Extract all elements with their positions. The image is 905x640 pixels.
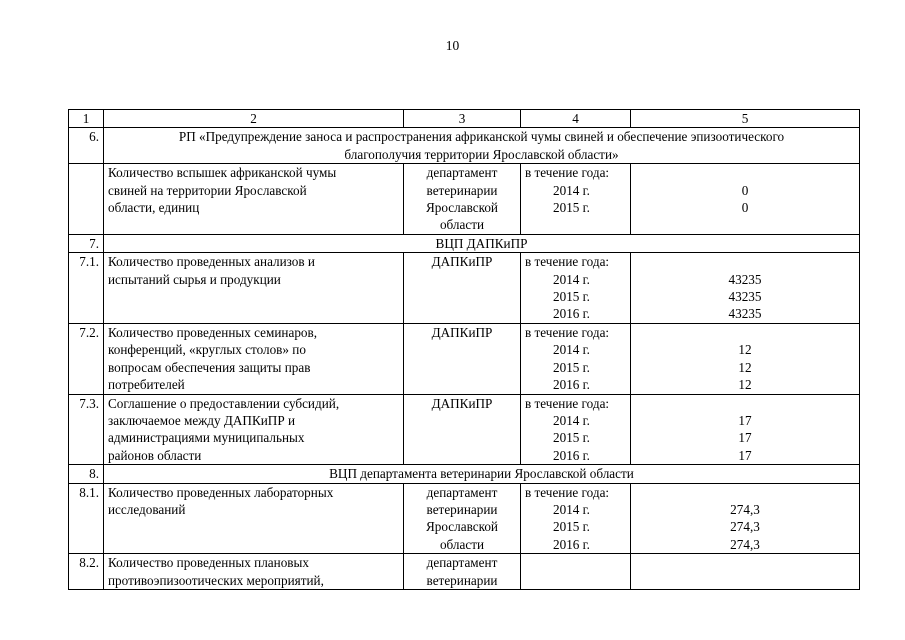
executor-cell bbox=[404, 164, 521, 235]
section-title-line: благополучия территории Ярославской области» bbox=[344, 146, 619, 162]
value-spacer bbox=[635, 395, 855, 412]
value-cell bbox=[631, 554, 860, 590]
value-cell bbox=[631, 253, 860, 324]
executor-cell bbox=[404, 323, 521, 394]
executor-line: ветеринарии bbox=[426, 572, 498, 588]
table-row bbox=[69, 483, 860, 554]
value: 12 bbox=[738, 359, 752, 375]
value: 43235 bbox=[728, 271, 762, 287]
header-cell: 4 bbox=[521, 110, 631, 128]
indicator-line: испытаний сырья и продукции bbox=[108, 271, 281, 287]
value: 43235 bbox=[728, 289, 762, 305]
header-cell: 3 bbox=[404, 110, 521, 128]
period-year: 2014 г. bbox=[553, 271, 590, 287]
row-number: 7.3. bbox=[79, 395, 99, 411]
value-cell bbox=[631, 164, 860, 235]
section-row bbox=[69, 465, 860, 483]
executor-line: ДАПКиПР bbox=[431, 395, 493, 411]
section-number: 8. bbox=[89, 466, 99, 482]
period-year: 2015 г. bbox=[553, 359, 590, 375]
section-title-cell bbox=[104, 128, 860, 164]
period-year: 2014 г. bbox=[553, 412, 590, 428]
page-number: 10 bbox=[445, 38, 460, 53]
executor-line: области bbox=[439, 536, 485, 552]
value: 0 bbox=[741, 182, 749, 198]
executor-line: департамент bbox=[426, 484, 498, 500]
value-cell bbox=[631, 323, 860, 394]
section-number: 7. bbox=[89, 235, 99, 251]
period-year: 2016 г. bbox=[553, 447, 590, 463]
row-number-cell bbox=[69, 323, 104, 394]
indicator-line: заключаемое между ДАПКиПР и bbox=[108, 412, 296, 428]
header-cell: 5 bbox=[631, 110, 860, 128]
executor-line: ДАПКиПР bbox=[431, 254, 493, 270]
period-year: 2016 г. bbox=[553, 536, 590, 552]
indicator-cell bbox=[104, 253, 404, 324]
executor-line: ветеринарии bbox=[426, 182, 498, 198]
period-label: в течение года: bbox=[525, 324, 610, 340]
indicator-line: администрациями муниципальных bbox=[108, 430, 305, 446]
indicator-line: Количество проведенных лабораторных bbox=[108, 484, 334, 500]
executor-line: области bbox=[439, 217, 485, 233]
table-row bbox=[69, 394, 860, 465]
period-label: в течение года: bbox=[525, 254, 610, 270]
section-title-line: ВЦП департамента ветеринарии Ярославской области bbox=[329, 466, 634, 482]
section-number-cell bbox=[69, 234, 104, 252]
value-cell bbox=[631, 483, 860, 554]
row-number-cell bbox=[69, 483, 104, 554]
table-row bbox=[69, 554, 860, 590]
table-row bbox=[69, 164, 860, 235]
period-year: 2014 г. bbox=[553, 182, 590, 198]
period-year: 2016 г. bbox=[553, 306, 590, 322]
executor-line: департамент bbox=[426, 165, 498, 181]
header-cell: 2 bbox=[104, 110, 404, 128]
period-cell bbox=[521, 253, 631, 324]
section-number-cell bbox=[69, 465, 104, 483]
indicator-cell bbox=[104, 394, 404, 465]
header-cell: 1 bbox=[69, 110, 104, 128]
period-cell bbox=[521, 164, 631, 235]
executor-cell bbox=[404, 483, 521, 554]
section-title-line: РП «Предупреждение заноса и распространения африканской чумы свиней и обеспечение эпизоотического bbox=[178, 129, 785, 145]
indicator-cell bbox=[104, 483, 404, 554]
section-row bbox=[69, 234, 860, 252]
period-year: 2016 г. bbox=[553, 377, 590, 393]
period-year: 2015 г. bbox=[553, 519, 590, 535]
indicator-line: Количество проведенных анализов и bbox=[108, 254, 315, 270]
value: 274,3 bbox=[730, 536, 760, 552]
period-label: в течение года: bbox=[525, 484, 610, 500]
executor-line: ветеринарии bbox=[426, 501, 498, 517]
indicator-cell bbox=[104, 323, 404, 394]
value: 274,3 bbox=[730, 519, 760, 535]
indicator-line: конференций, «круглых столов» по bbox=[108, 342, 306, 358]
indicator-line: Соглашение о предоставлении субсидий, bbox=[108, 395, 340, 411]
row-number-cell bbox=[69, 253, 104, 324]
indicator-line: области, единиц bbox=[108, 200, 200, 216]
indicators-table bbox=[68, 109, 860, 590]
period-cell bbox=[521, 554, 631, 590]
section-title-line: ВЦП ДАПКиПР bbox=[435, 235, 528, 251]
section-number-cell bbox=[69, 128, 104, 164]
executor-cell bbox=[404, 253, 521, 324]
row-number-cell bbox=[69, 554, 104, 590]
indicator-line: потребителей bbox=[108, 377, 185, 393]
value-spacer bbox=[635, 484, 855, 501]
period-cell bbox=[521, 483, 631, 554]
table-row bbox=[69, 253, 860, 324]
indicator-line: исследований bbox=[108, 501, 186, 517]
value: 12 bbox=[738, 377, 752, 393]
section-title-cell bbox=[104, 234, 860, 252]
row-number: 8.2. bbox=[79, 555, 99, 571]
section-number: 6. bbox=[89, 129, 99, 145]
indicator-line: Количество проведенных плановых bbox=[108, 555, 309, 571]
value: 17 bbox=[738, 430, 752, 446]
value: 12 bbox=[738, 342, 752, 358]
indicator-line: Количество вспышек африканской чумы bbox=[108, 165, 337, 181]
value: 274,3 bbox=[730, 501, 760, 517]
indicator-line: Количество проведенных семинаров, bbox=[108, 324, 318, 340]
executor-line: ДАПКиПР bbox=[431, 324, 493, 340]
row-number: 7.1. bbox=[79, 254, 99, 270]
section-row bbox=[69, 128, 860, 164]
table-row bbox=[69, 323, 860, 394]
executor-cell bbox=[404, 554, 521, 590]
period-label: в течение года: bbox=[525, 165, 610, 181]
row-number: 7.2. bbox=[79, 324, 99, 340]
indicator-line: противоэпизоотических мероприятий, bbox=[108, 572, 324, 588]
value: 0 bbox=[741, 200, 749, 216]
row-number: 8.1. bbox=[79, 484, 99, 500]
indicator-line: свиней на территории Ярославской bbox=[108, 182, 307, 198]
value-cell bbox=[631, 394, 860, 465]
period-cell bbox=[521, 394, 631, 465]
section-title-cell bbox=[104, 465, 860, 483]
period-year: 2014 г. bbox=[553, 501, 590, 517]
executor-line: департамент bbox=[426, 555, 498, 571]
period-year: 2015 г. bbox=[553, 200, 590, 216]
value: 17 bbox=[738, 412, 752, 428]
executor-line: Ярославской bbox=[426, 200, 498, 216]
indicator-cell bbox=[104, 164, 404, 235]
value-spacer bbox=[635, 253, 855, 270]
executor-line: Ярославской bbox=[426, 519, 498, 535]
period-label: в течение года: bbox=[525, 395, 610, 411]
row-number-cell bbox=[69, 164, 104, 235]
executor-cell bbox=[404, 394, 521, 465]
indicator-cell bbox=[104, 554, 404, 590]
value-spacer bbox=[635, 324, 855, 341]
table-header-row bbox=[69, 110, 860, 128]
row-number-cell bbox=[69, 394, 104, 465]
period-year: 2015 г. bbox=[553, 430, 590, 446]
value: 17 bbox=[738, 447, 752, 463]
period-cell bbox=[521, 323, 631, 394]
value: 43235 bbox=[728, 306, 762, 322]
period-year: 2015 г. bbox=[553, 289, 590, 305]
indicator-line: вопросам обеспечения защиты прав bbox=[108, 359, 311, 375]
indicator-line: районов области bbox=[108, 447, 202, 463]
period-year: 2014 г. bbox=[553, 342, 590, 358]
value-spacer bbox=[635, 164, 855, 181]
